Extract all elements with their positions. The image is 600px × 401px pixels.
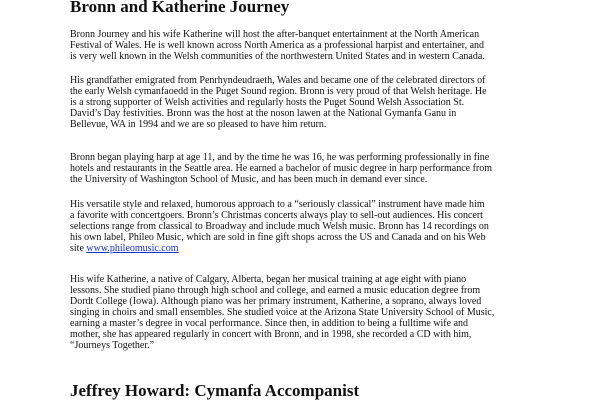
text-line: selections range from classical to Broadway and include much Welsh music. Bronn has 14 recordings on bbox=[70, 221, 489, 232]
website-link[interactable]: www.phileomusic.com bbox=[86, 243, 179, 254]
text-line: Bellevue, WA in 1994 and we are so pleased to have him return. bbox=[70, 119, 327, 130]
text-line: “Journeys Together.” bbox=[70, 340, 155, 351]
paragraph bbox=[70, 29, 540, 62]
text-line: the University of Washington School of Music, and has been much in demand ever since. bbox=[70, 174, 428, 185]
text-line: David’s Day festivities. Bronn was the host at the noson lawen at the National Gymanfa Ganu in bbox=[70, 108, 457, 119]
text-line: Dordt College (Iowa). Although piano was her primary instrument, Katherine, a soprano, always loved bbox=[70, 296, 482, 307]
text-line: a favorite with concertgoers. Bronn’s Christmas concerts always play to sell-out audiences. His concert bbox=[70, 210, 483, 221]
text-line: hotels and restaurants in the Seattle area. He earned a bachelor of music degree in harp performance from bbox=[70, 163, 493, 174]
paragraph bbox=[70, 75, 540, 130]
text-line: His wife Katherine, a native of Calgary, Alberta, began her musical training at age eight with piano bbox=[70, 274, 467, 285]
text-line: lessons. She studied piano through high school and college, and earned a music education degree from bbox=[70, 285, 481, 296]
paragraph bbox=[70, 274, 540, 351]
text-fragment: site bbox=[70, 243, 84, 254]
text-line: singing in choirs and small ensembles. She studied voice at the Arizona State University School of Music, bbox=[70, 307, 495, 318]
paragraph bbox=[70, 152, 540, 185]
text-line: mother, she has appeared regularly in concert with Bronn, and in 1998, she recorded a CD with him, bbox=[70, 329, 472, 340]
text-line: Festival of Wales. He is well known across North America as a professional harpist and entertainer, and bbox=[70, 40, 485, 51]
text-line bbox=[70, 243, 540, 254]
section-heading: Jeffrey Howard: Cymanfa Accompanist bbox=[70, 381, 360, 400]
paragraph bbox=[70, 199, 540, 254]
section-heading: Bronn and Katherine Journey bbox=[70, 0, 290, 16]
text-line: Bronn began playing harp at age 11, and by the time he was 16, he was performing professionally in fine bbox=[70, 152, 490, 163]
text-line: His grandfather emigrated from Penrhyndeudraeth, Wales and became one of the celebrated directors of bbox=[70, 75, 486, 86]
text-line: is very well known in the Welsh communities of the northwestern United States and in western Canada. bbox=[70, 51, 485, 62]
text-line: His versatile style and relaxed, humorous approach to a “seriously classical” instrument have made him bbox=[70, 199, 485, 210]
text-line: is a strong supporter of Welsh activities and regularly hosts the Puget Sound Welsh Association St. bbox=[70, 97, 465, 108]
text-line: earning a master’s degree in vocal performance. Since then, in addition to being a fulltime wife and bbox=[70, 318, 469, 329]
text-line: Bronn Journey and his wife Katherine will host the after-banquet entertainment at the North American bbox=[70, 29, 480, 40]
text-line: the early Welsh cymanfaoedd in the Puget Sound region. Bronn is very proud of that Welsh heritage. He bbox=[70, 86, 487, 97]
text-line: his own label, Phileo Music, which are sold in fine gift shops across the US and Canada and on his Web bbox=[70, 232, 486, 243]
